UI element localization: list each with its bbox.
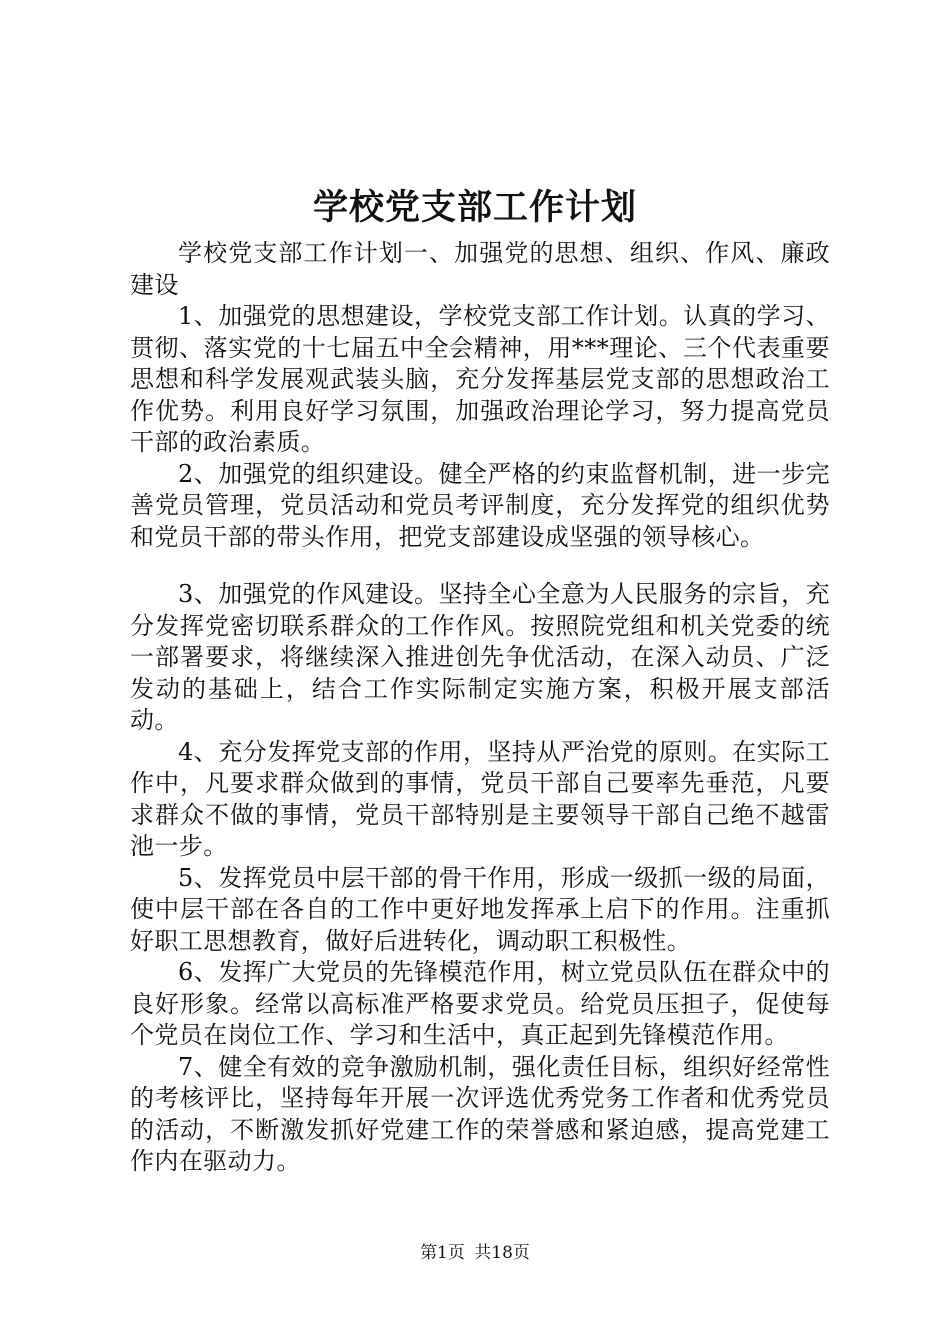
paragraph-gap: [130, 553, 830, 579]
paragraph-1: 1、加强党的思想建设，学校党支部工作计划。认真的学习、贯彻、落实党的十七届五中全会精神，用***理论、三个代表重要思想和科学发展观武装头脑，充分发挥基层党支部的思想政治工作优势。利用良好学习氛围，加强政治理论学习，努力提高党员干部的政治素质。: [130, 302, 830, 456]
paragraph-2: 2、加强党的组织建设。健全严格的约束监督机制，进一步完善党员管理，党员活动和党员考评制度，充分发挥党的组织优势和党员干部的带头作用，把党支部建设成坚强的领导核心。: [130, 459, 830, 551]
page-number: 第1页: [420, 1243, 465, 1263]
page-total: 共18页: [474, 1243, 530, 1263]
paragraph-3: 3、加强党的作风建设。坚持全心全意为人民服务的宗旨，充分发挥党密切联系群众的工作作风。按照院党组和机关党委的统一部署要求，将继续深入推进创先争优活动，在深入动员、广泛发动的基础上，结合工作实际制定实施方案，积极开展支部活动。: [130, 580, 830, 734]
page-footer: [0, 1241, 950, 1265]
paragraph-5: 5、发挥党员中层干部的骨干作用，形成一级抓一级的局面，使中层干部在各自的工作中更好地发挥承上启下的作用。注重抓好职工思想教育，做好后进转化，调动职工积极性。: [130, 863, 830, 955]
paragraph-4: 4、充分发挥党支部的作用，坚持从严治党的原则。在实际工作中，凡要求群众做到的事情，党员干部自己要率先垂范，凡要求群众不做的事情，党员干部特别是主要领导干部自己绝不越雷池一步。: [130, 737, 830, 860]
paragraph-intro: 学校党支部工作计划一、加强党的思想、组织、作风、廉政建设: [130, 239, 830, 299]
paragraph-6: 6、发挥广大党员的先锋模范作用，树立党员队伍在群众中的良好形象。经常以高标准严格要求党员。给党员压担子，促使每个党员在岗位工作、学习和生活中，真正起到先锋模范作用。: [130, 958, 830, 1049]
paragraph-7: 7、健全有效的竞争激励机制，强化责任目标，组织好经常性的考核评比，坚持每年开展一次评选优秀党务工作者和优秀党员的活动，不断激发抓好党建工作的荣誉感和紧迫感，提高党建工作内在驱动力。: [130, 1052, 830, 1175]
document-title: 学校党支部工作计划: [312, 187, 637, 228]
document-body: [130, 238, 830, 1178]
